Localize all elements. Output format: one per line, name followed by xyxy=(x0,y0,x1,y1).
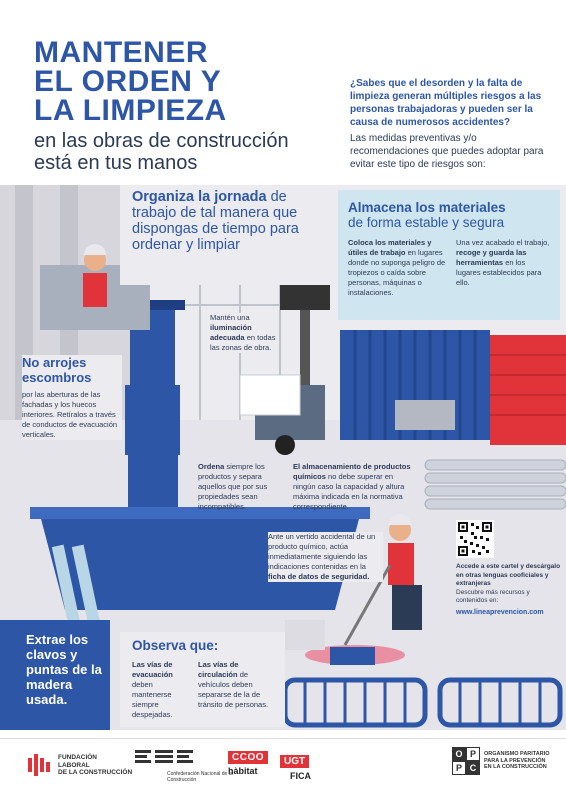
intro-question: ¿Sabes que el desorden y la falta de limpieza generan múltiples riesgos a las personas trabajadoras y pueden ser la causa de numerosos accidentes? xyxy=(350,78,542,128)
footer xyxy=(0,738,566,800)
page-subtitle xyxy=(34,130,289,174)
clavos-text: Extrae los clavos y puntas de la madera usada. xyxy=(26,632,102,707)
ordena-text xyxy=(198,462,280,512)
organiza-rest: de trabajo de tal manera que dispongas de tiempo para ordenar y limpiar xyxy=(132,189,299,253)
almacena-box xyxy=(338,190,560,320)
ordena-bold: Ordena xyxy=(198,462,225,471)
qr-code-icon[interactable] xyxy=(456,520,494,558)
organiza-text xyxy=(120,185,335,257)
qr-block xyxy=(456,520,561,618)
observa-title: Observa que: xyxy=(132,638,219,653)
iluminacion-bold: iluminación adecuada xyxy=(210,323,252,342)
page-title xyxy=(34,38,227,125)
escombros-panel xyxy=(22,355,122,440)
oppc-letter-3: P xyxy=(452,761,466,775)
quimicos-text xyxy=(293,462,413,512)
almacena-col-1-bold: Coloca los materiales y útiles de trabajo xyxy=(348,238,432,257)
clavos-box xyxy=(0,620,110,730)
almacena-col-2-rest: en los lugares establecidos para ello. xyxy=(456,258,542,287)
observa-col-2 xyxy=(198,660,276,710)
subtitle-line-1: en las obras de construcción xyxy=(34,130,289,152)
almacena-col-2-bold: recoge y guarda las herramientas xyxy=(456,248,527,267)
oppc-letter-2: P xyxy=(466,747,480,761)
organiza-panel xyxy=(120,185,335,285)
intro-text: Las medidas preventivas y/o recomendaciones que puedes adoptar para evitar este tipo de riesgos son: xyxy=(350,133,544,170)
cnc-logo-text: Confederación Nacional de la Construcción xyxy=(167,771,233,783)
organiza-bold-1: Organiza la xyxy=(132,189,211,205)
cnc-logo-icon xyxy=(135,750,195,764)
iluminacion-rest: en todas las zonas de obra. xyxy=(210,333,276,352)
ugt-logo xyxy=(280,751,311,781)
ordena-rest: siempre los productos y separa aquellos que por sus propiedades sean incompatibles. xyxy=(198,462,268,511)
subtitle-line-2: está en tus manos xyxy=(34,152,198,174)
title-line-1: MANTENER xyxy=(34,36,208,69)
oppc-line-2: PARA LA PREVENCIÓN xyxy=(484,757,546,764)
observa-col-2-bold: Las vías de circulación xyxy=(198,660,239,679)
almacena-col-1 xyxy=(348,238,446,298)
flc-line-2: LABORAL xyxy=(58,761,90,769)
fica-logo-text: FICA xyxy=(290,771,311,781)
qr-bold-text: Accede a este cartel y descárgalo en otras lenguas cooficiales y extranjeras xyxy=(456,563,561,587)
quimicos-rest: no debe superar en ningún caso la capacidad y altura máxima indicada en la normativa correspondiente. xyxy=(293,472,405,511)
vertido-bold: ficha de datos de seguridad. xyxy=(268,572,370,581)
observa-col-2-rest: de vehículos deben separarse de la de tránsito de personas. xyxy=(198,670,269,709)
oppc-logo-text xyxy=(484,751,564,771)
iluminacion-text xyxy=(210,313,276,353)
organiza-bold-2: jornada xyxy=(214,189,267,205)
observa-panel xyxy=(120,632,285,727)
observa-col-1 xyxy=(132,660,192,720)
ccoo-logo-text: CCOO xyxy=(228,751,268,764)
almacena-title-1: Almacena los materiales xyxy=(348,200,506,215)
almacena-col-2-pre: Una vez acabado el trabajo, xyxy=(456,238,550,247)
oppc-line-3: EN LA CONSTRUCCIÓN xyxy=(484,764,547,770)
flc-line-3: DE LA CONSTRUCCIÓN xyxy=(58,769,133,776)
almacena-col-1-rest: en lugares donde no suponga peligro de tropiezos o caída sobre personas, máquinas o instalaciones. xyxy=(348,248,446,297)
oppc-logo-icon xyxy=(452,747,480,775)
habitat-logo-text: hàbitat xyxy=(228,766,258,776)
ugt-logo-text: UGT xyxy=(280,755,309,768)
title-line-3: LA LIMPIEZA xyxy=(34,94,227,127)
escombros-title: No arrojes escombros xyxy=(22,355,92,385)
cnc-logo xyxy=(135,750,233,783)
qr-link[interactable]: www.lineaprevencion.com xyxy=(456,608,544,616)
oppc-letter-4: C xyxy=(466,761,480,775)
vertido-pre: Ante un vertido accidental de un producto químico, actúa inmediatamente siguiendo las indicaciones contenidas en la xyxy=(268,532,376,571)
observa-col-1-rest: deben mantenerse siempre despejadas. xyxy=(132,680,173,719)
almacena-title-2: de forma estable y segura xyxy=(348,215,505,230)
oppc-letter-1: O xyxy=(452,747,466,761)
title-line-2: EL ORDEN Y xyxy=(34,65,222,98)
observa-col-1-bold: Las vías de evacuación xyxy=(132,660,173,679)
vertido-text xyxy=(268,532,383,582)
qr-text: Descubre más recursos y contenidos en: xyxy=(456,588,530,604)
escombros-text: por las aberturas de las fachadas y los huecos interiores. Retíralos a través de conductos de evacuación verticales. xyxy=(22,390,118,439)
flc-logo-text xyxy=(58,754,138,777)
ccoo-logo xyxy=(228,751,268,776)
oppc-line-1: ORGANISMO PARITARIO xyxy=(484,751,550,757)
iluminacion-pre: Mantén una xyxy=(210,313,250,322)
flc-line-1: FUNDACIÓN xyxy=(58,754,97,761)
quimicos-bold: El almacenamiento de productos químicos xyxy=(293,462,411,481)
flc-logo-icon xyxy=(28,754,52,776)
almacena-col-2 xyxy=(456,238,551,288)
